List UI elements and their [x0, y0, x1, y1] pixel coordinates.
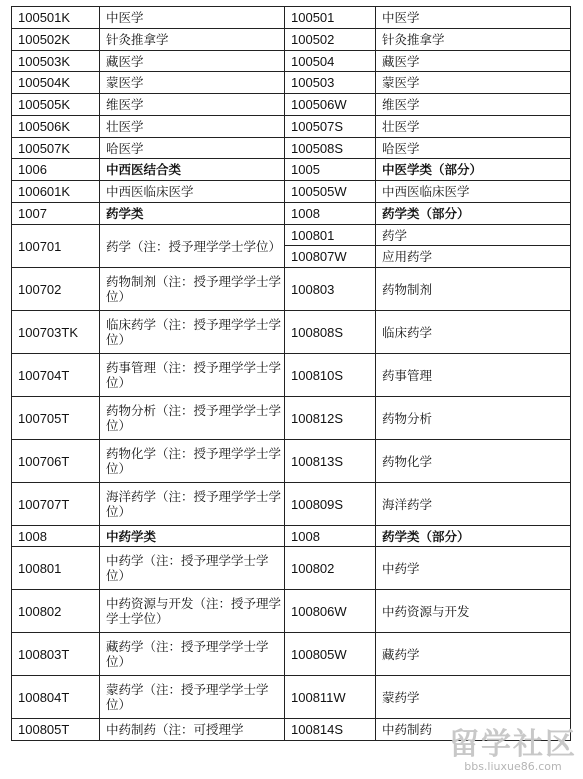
- table-row: [12, 440, 571, 483]
- new-major-code-cell: 100802: [12, 590, 100, 633]
- old-major-name-cell: 药事管理: [376, 354, 571, 397]
- major-mapping-table: [11, 6, 571, 741]
- old-major-name-cell: 中药资源与开发: [376, 590, 571, 633]
- old-major-code: 100801: [285, 225, 375, 246]
- old-major-code-cell: 100502: [285, 29, 376, 51]
- new-major-name-cell: 针灸推拿学: [100, 29, 285, 51]
- site-watermark: [449, 729, 577, 773]
- old-major-code-cell: 100813S: [285, 440, 376, 483]
- new-major-name-cell: 藏医学: [100, 51, 285, 72]
- new-major-name-cell: 藏药学（注：授予理学学士学位）: [100, 633, 285, 676]
- table-row: [12, 159, 571, 181]
- new-major-name-cell: 中医学: [100, 7, 285, 29]
- old-major-code-cell: 1008: [285, 526, 376, 547]
- old-major-code-cell: 100803: [285, 268, 376, 311]
- old-major-name-cell: 蒙医学: [376, 72, 571, 94]
- old-major-name: 药学: [376, 225, 570, 246]
- table-row: [12, 203, 571, 225]
- new-major-code-cell: 100504K: [12, 72, 100, 94]
- new-major-code-cell: 100704T: [12, 354, 100, 397]
- old-major-code-cell: 100508S: [285, 138, 376, 159]
- table-row: [12, 354, 571, 397]
- old-major-code-cell: 100808S: [285, 311, 376, 354]
- table-row: [12, 72, 571, 94]
- new-major-name-cell: 中药学类: [100, 526, 285, 547]
- old-major-name-cell: [376, 225, 571, 268]
- new-major-name-cell: 维医学: [100, 94, 285, 116]
- new-major-code-cell: 100805T: [12, 719, 100, 741]
- table-row: [12, 590, 571, 633]
- new-major-code-cell: 100701: [12, 225, 100, 268]
- old-major-code-cell: 100805W: [285, 633, 376, 676]
- old-major-code-cell: 100814S: [285, 719, 376, 741]
- old-major-code-cell: [285, 225, 376, 268]
- table-row: [12, 676, 571, 719]
- new-major-name-cell: 中西医临床医学: [100, 181, 285, 203]
- new-major-code-cell: 100507K: [12, 138, 100, 159]
- old-major-code-cell: 1008: [285, 203, 376, 225]
- table-row: [12, 311, 571, 354]
- old-major-name-cell: 药学类（部分）: [376, 203, 571, 225]
- table-row: [12, 397, 571, 440]
- table-body: [12, 7, 571, 741]
- new-major-name-cell: 中药资源与开发（注：授予理学学士学位）: [100, 590, 285, 633]
- new-major-code-cell: 100702: [12, 268, 100, 311]
- old-major-name-cell: 中药学: [376, 547, 571, 590]
- new-major-code-cell: 100501K: [12, 7, 100, 29]
- new-major-name-cell: 药物分析（注：授予理学学士学位）: [100, 397, 285, 440]
- new-major-code-cell: 100601K: [12, 181, 100, 203]
- new-major-name-cell: 药物制剂（注：授予理学学士学位）: [100, 268, 285, 311]
- new-major-code-cell: 100804T: [12, 676, 100, 719]
- new-major-code-cell: 1008: [12, 526, 100, 547]
- new-major-name-cell: 中药学（注：授予理学学士学位）: [100, 547, 285, 590]
- watermark-url: bbs.liuxue86.com: [464, 760, 562, 773]
- old-major-code-cell: 100812S: [285, 397, 376, 440]
- new-major-name-cell: 蒙药学（注：授予理学学士学位）: [100, 676, 285, 719]
- new-major-code-cell: 100503K: [12, 51, 100, 72]
- old-major-code-cell: 100504: [285, 51, 376, 72]
- old-major-name-cell: 壮医学: [376, 116, 571, 138]
- table-row: [12, 116, 571, 138]
- old-major-name-cell: 药物制剂: [376, 268, 571, 311]
- new-major-name-cell: 药学类: [100, 203, 285, 225]
- old-major-code-cell: 100503: [285, 72, 376, 94]
- old-major-code-cell: 100505W: [285, 181, 376, 203]
- new-major-name-cell: 壮医学: [100, 116, 285, 138]
- table-row: [12, 181, 571, 203]
- table-row: [12, 51, 571, 72]
- old-major-name: 应用药学: [382, 249, 433, 264]
- old-major-name-cell: 藏医学: [376, 51, 571, 72]
- old-major-code-cell: 100809S: [285, 483, 376, 526]
- new-major-code-cell: 100506K: [12, 116, 100, 138]
- new-major-name-cell: 中西医结合类: [100, 159, 285, 181]
- old-major-code-cell: 100810S: [285, 354, 376, 397]
- new-major-name-cell: 药物化学（注：授予理学学士学位）: [100, 440, 285, 483]
- old-major-name-cell: 中西医临床医学: [376, 181, 571, 203]
- old-major-code-cell: 1005: [285, 159, 376, 181]
- catalog-document: [11, 6, 570, 741]
- new-major-code-cell: 100502K: [12, 29, 100, 51]
- new-major-code-cell: 100703TK: [12, 311, 100, 354]
- old-major-name-cell: 药学类（部分）: [376, 526, 571, 547]
- old-major-name-cell: 中药制药: [376, 719, 571, 741]
- table-row: [12, 547, 571, 590]
- old-major-code-cell: 100507S: [285, 116, 376, 138]
- old-major-name-cell: 维医学: [376, 94, 571, 116]
- new-major-name-cell: 临床药学（注：授予理学学士学位）: [100, 311, 285, 354]
- new-major-code-cell: 100705T: [12, 397, 100, 440]
- table-row: [12, 633, 571, 676]
- new-major-code-cell: 100706T: [12, 440, 100, 483]
- new-major-name-cell: 蒙医学: [100, 72, 285, 94]
- old-major-name-cell: 临床药学: [376, 311, 571, 354]
- table-row: [12, 268, 571, 311]
- old-major-name-cell: 药物分析: [376, 397, 571, 440]
- new-major-code-cell: 100801: [12, 547, 100, 590]
- old-major-code: 100807W: [291, 249, 347, 264]
- old-major-code-cell: 100806W: [285, 590, 376, 633]
- old-major-name-cell: 蒙药学: [376, 676, 571, 719]
- old-major-code-cell: 100802: [285, 547, 376, 590]
- new-major-code-cell: 100505K: [12, 94, 100, 116]
- old-major-code-cell: 100811W: [285, 676, 376, 719]
- new-major-name-cell: 药事管理（注：授予理学学士学位）: [100, 354, 285, 397]
- new-major-code-cell: 100707T: [12, 483, 100, 526]
- new-major-name-cell: 海洋药学（注：授予理学学士学位）: [100, 483, 285, 526]
- table-row: [12, 7, 571, 29]
- new-major-code-cell: 1007: [12, 203, 100, 225]
- watermark-logo-text: 留学社区: [449, 727, 577, 762]
- new-major-name-cell: 药学（注：授予理学学士学位）: [100, 225, 285, 268]
- table-row: [12, 225, 571, 268]
- old-major-code-cell: 100501: [285, 7, 376, 29]
- old-major-name-cell: 针灸推拿学: [376, 29, 571, 51]
- table-row: [12, 29, 571, 51]
- old-major-name-cell: 哈医学: [376, 138, 571, 159]
- new-major-code-cell: 1006: [12, 159, 100, 181]
- old-major-name-cell: 中医学类（部分）: [376, 159, 571, 181]
- table-row: [12, 483, 571, 526]
- table-row: [12, 94, 571, 116]
- old-major-name-cell: 药物化学: [376, 440, 571, 483]
- table-row: [12, 526, 571, 547]
- old-major-name-cell: 中医学: [376, 7, 571, 29]
- new-major-name-cell: 哈医学: [100, 138, 285, 159]
- new-major-name-cell: 中药制药（注：可授理学: [100, 719, 285, 741]
- old-major-code-cell: 100506W: [285, 94, 376, 116]
- table-row: [12, 138, 571, 159]
- new-major-code-cell: 100803T: [12, 633, 100, 676]
- old-major-name-cell: 海洋药学: [376, 483, 571, 526]
- old-major-name-cell: 藏药学: [376, 633, 571, 676]
